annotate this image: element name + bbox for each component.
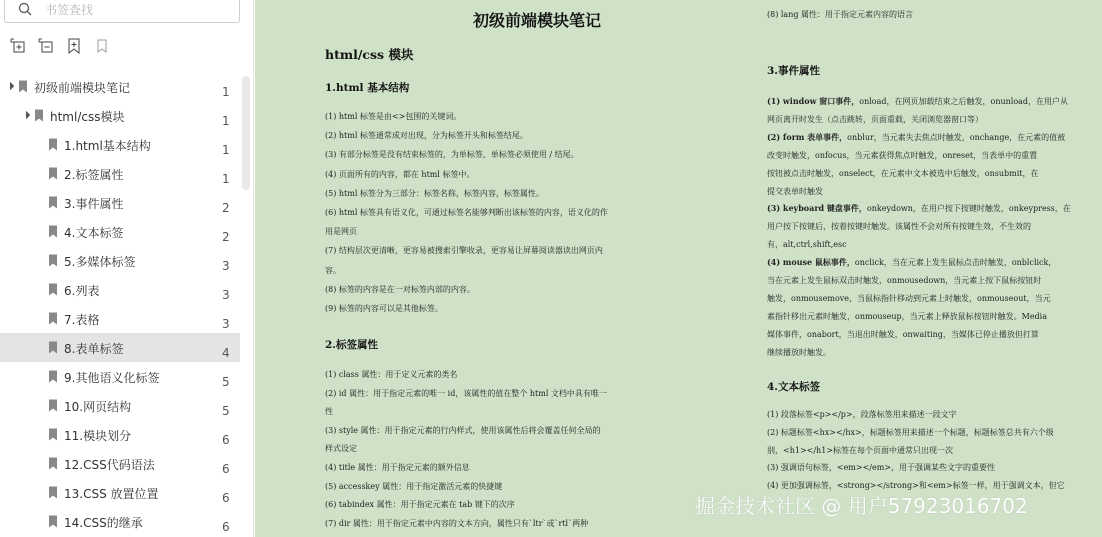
bookmark-icon — [48, 457, 58, 470]
list-line-text: onload，在网页加载结束之后触发，onunload，在用户从 — [859, 97, 1069, 106]
bookmark-label: 4.文本标签 — [64, 226, 124, 240]
bookmark-page-number: 3 — [222, 288, 230, 302]
bookmark-outline-icon[interactable] — [94, 38, 110, 54]
caret-down-icon[interactable] — [6, 82, 14, 90]
list-line: (5) html 标签分为三部分：标签名称，标签内容，标签属性。 — [325, 188, 544, 198]
caret-down-icon[interactable] — [22, 111, 30, 119]
collapse-all-icon[interactable] — [38, 38, 54, 54]
bookmark-item[interactable] — [0, 130, 240, 159]
bookmark-label: html/css模块 — [50, 110, 125, 124]
bookmark-icon — [48, 515, 58, 528]
bookmark-page-number: 6 — [222, 520, 230, 534]
bookmark-icon — [48, 428, 58, 441]
bookmark-item[interactable] — [0, 246, 240, 275]
list-line — [767, 343, 831, 362]
bookmark-label: 8.表单标签 — [64, 342, 124, 356]
list-line-text: 素指针移出元素时触发，onmouseup，当元素上释放鼠标按钮时触发。Media — [767, 311, 1048, 321]
bookmark-item[interactable] — [0, 362, 240, 391]
bookmark-label: 14.CSS的继承 — [64, 516, 143, 530]
list-line-text: 有，alt,ctrl,shift,esc — [767, 240, 847, 250]
bookmark-page-number: 1 — [222, 85, 230, 99]
bookmark-search-box[interactable] — [4, 0, 240, 23]
list-line — [767, 325, 1039, 344]
list-line-text: 当在元素上发生鼠标双击时触发，onmousedown，当元素上按下鼠标按钮时 — [767, 276, 1042, 285]
list-line-text: 继续播放时触发。 — [767, 347, 831, 357]
bookmark-icon — [18, 80, 28, 93]
bookmark-toolbar — [10, 38, 110, 56]
list-line — [767, 128, 1065, 147]
bookmark-label: 1.html基本结构 — [64, 139, 151, 153]
expand-all-icon[interactable] — [10, 38, 26, 54]
bookmark-icon — [48, 196, 58, 209]
list-line — [767, 253, 1056, 272]
bookmark-label: 11.模块划分 — [64, 429, 132, 443]
bookmark-page-number: 1 — [222, 172, 230, 186]
bookmark-icon — [48, 341, 58, 354]
list-line: (6) tabindex 属性：用于指定元素在 tab 键下的次序 — [325, 500, 515, 510]
list-line-text: 用户按下按键后，按着按键时触发。该属性不会对所有按键生效，不生效的 — [767, 222, 1031, 232]
list-line: (7) dir 属性：用于指定元素中内容的文本方向，属性只有`ltr`或`rtl`两种 — [325, 518, 589, 528]
bookmark-label: 6.列表 — [64, 284, 100, 298]
list-line-text: 网页离开时发生（点击跳转，页面重载，关闭浏览器窗口等） — [767, 114, 983, 124]
bookmark-item[interactable] — [0, 478, 240, 507]
bookmark-page-number: 1 — [222, 143, 230, 157]
bookmark-icon — [48, 399, 58, 412]
bookmark-page-number: 2 — [222, 201, 230, 215]
list-line — [767, 289, 1051, 308]
list-line-bold: (4) mouse 鼠标事件， — [767, 257, 855, 268]
list-line: (3) style 属性：用于指定元素的行内样式，使用该属性后将会覆盖任何全局的 — [325, 425, 601, 435]
bookmark-icon — [48, 486, 58, 499]
bookmark-label: 3.事件属性 — [64, 197, 124, 211]
list-line-text: 改变时触发，onfocus，当元素获得焦点时触发，onreset，当表单中的重置 — [767, 150, 1038, 160]
bookmark-item[interactable] — [0, 72, 240, 101]
bookmark-page-number: 3 — [222, 259, 230, 273]
list-line — [767, 92, 1068, 111]
bookmark-page-number: 6 — [222, 433, 230, 447]
search-icon — [18, 2, 32, 16]
list-line-bold: (1) window 窗口事件， — [767, 96, 860, 106]
sidebar-scrollbar[interactable] — [242, 76, 250, 190]
bookmark-sidebar — [0, 0, 254, 537]
list-line — [767, 217, 1031, 236]
bookmark-label: 2.标签属性 — [64, 168, 124, 182]
list-line: (8) 标签的内容是在一对标签内部的内容。 — [325, 284, 475, 294]
bookmark-page-number: 5 — [222, 404, 230, 418]
bookmark-icon — [48, 254, 58, 267]
list-line: (3) 有部分标签是没有结束标签的，为单标签，单标签必须使用 / 结尾。 — [325, 150, 579, 160]
add-bookmark-icon[interactable] — [66, 38, 82, 54]
list-line: 样式设定 — [325, 444, 357, 454]
list-line-bold: (2) form 表单事件， — [767, 131, 848, 142]
bookmark-page-number: 1 — [222, 114, 230, 128]
bookmark-page-number: 6 — [222, 462, 230, 476]
bookmark-icon — [48, 283, 58, 296]
list-line — [767, 235, 847, 254]
list-line: (2) id 属性：用于指定元素的唯一 id，该属性的值在整个 html 文档中具有唯一 — [325, 388, 607, 398]
bookmark-item[interactable] — [0, 449, 240, 478]
bookmark-item[interactable] — [0, 304, 240, 333]
document-page — [255, 0, 1102, 537]
list-item: (8) lang 属性：用于指定元素内容的语言 — [767, 10, 914, 19]
bookmark-label: 7.表格 — [64, 313, 100, 327]
bookmark-icon — [48, 225, 58, 238]
list-line: (1) 段落标签<p></p>，段落标签用来描述一段文字 — [767, 410, 957, 419]
bookmark-icon — [34, 109, 44, 122]
bookmark-item[interactable] — [0, 101, 240, 130]
list-line: 别，<h1></h1>标签在每个页面中通常只出现一次 — [767, 445, 953, 455]
bookmark-label: 5.多媒体标签 — [64, 255, 136, 269]
bookmark-item[interactable] — [0, 275, 240, 304]
subsection-heading-4: 4.文本标签 — [767, 381, 820, 393]
bookmark-tree — [0, 72, 240, 536]
list-line-text: 按钮被点击时触发，onselect，在元素中文本被选中后触发，onsubmit，在 — [767, 168, 1039, 178]
bookmark-item[interactable] — [0, 333, 240, 362]
list-line: (4) 页面所有的内容，都在 html 标签中。 — [325, 169, 475, 179]
list-line-text: onkeydown，在用户按下按键时触发，onkeypress，在 — [866, 204, 1071, 214]
list-line: (2) html 标签通常成对出现，分为标签开头和标签结尾。 — [325, 131, 528, 141]
list-line-text: 媒体事件，onabort，当退出时触发，onwaiting，当媒体已停止播放但打算 — [767, 329, 1039, 339]
list-line: (1) html 标签是由<>包围的关键词。 — [325, 112, 462, 121]
bookmark-page-number: 2 — [222, 230, 230, 244]
subsection-heading-1: 1.html 基本结构 — [325, 82, 410, 94]
list-line — [767, 110, 983, 129]
bookmark-item[interactable] — [0, 507, 240, 536]
bookmark-page-number: 4 — [222, 346, 230, 360]
bookmark-icon — [48, 167, 58, 180]
list-line-text: 提交表单时触发 — [767, 186, 823, 196]
list-line — [767, 199, 1071, 218]
list-line: (7) 结构层次更清晰，更容易被搜索引擎收录，更容易让屏幕阅读器读出网页内 — [325, 246, 603, 256]
list-line: 用是网页 — [325, 227, 357, 237]
list-line — [767, 164, 1039, 183]
bookmark-icon — [48, 312, 58, 325]
list-line: (3) 强调语句标签，<em></em>，用于强调某些文字的重要性 — [767, 463, 996, 473]
list-line: (4) 更加强调标签，<strong></strong>和<em>标签一样，用于强调文本，但它 — [767, 481, 1065, 491]
list-line-text: 触发，onmousemove，当鼠标指针移动到元素上时触发，onmouseout，当元 — [767, 293, 1051, 303]
bookmark-search-input[interactable] — [45, 1, 230, 19]
subsection-heading-2: 2.标签属性 — [325, 339, 378, 351]
list-line: (6) html 标签具有语义化，可通过标签名能够判断出该标签的内容，语义化的作 — [325, 208, 608, 217]
list-line: 容。 — [325, 265, 341, 275]
list-line: (9) 标签的内容可以是其他标签。 — [325, 304, 443, 313]
list-line: (1) class 属性：用于定义元素的类名 — [325, 370, 458, 379]
bookmark-item[interactable] — [0, 217, 240, 246]
bookmark-label: 9.其他语义化标签 — [64, 371, 160, 385]
list-line: (4) title 属性：用于指定元素的额外信息 — [325, 463, 470, 472]
bookmark-page-number: 6 — [222, 491, 230, 505]
bookmark-page-number: 3 — [222, 317, 230, 331]
list-line: 性 — [325, 407, 333, 417]
bookmark-item[interactable] — [0, 420, 240, 449]
bookmark-icon — [48, 370, 58, 383]
bookmark-label: 10.网页结构 — [64, 400, 132, 414]
list-line-bold: (3) keyboard 键盘事件， — [767, 203, 867, 214]
bookmark-icon — [48, 138, 58, 151]
watermark-text: 掘金技术社区 @ 用户57923016702 — [695, 494, 1028, 518]
list-line — [767, 271, 1041, 290]
bookmark-page-number: 5 — [222, 375, 230, 389]
bookmark-label: 初级前端模块笔记 — [34, 81, 131, 95]
list-line — [767, 182, 823, 201]
section-heading: html/css 模块 — [325, 47, 414, 62]
bookmark-item[interactable] — [0, 159, 240, 188]
bookmark-label: 12.CSS代码语法 — [64, 458, 155, 472]
bookmark-item[interactable] — [0, 188, 240, 217]
list-line: (2) 标题标签<hx></hx>，标题标签用来描述一个标题，标题标签总共有六个级 — [767, 427, 1054, 437]
bookmark-label: 13.CSS 放置位置 — [64, 487, 159, 501]
list-line — [767, 146, 1037, 165]
list-line — [767, 307, 1047, 326]
list-line-text: onblur，当元素失去焦点时触发，onchange，在元素的值被 — [847, 132, 1066, 142]
bookmark-item[interactable] — [0, 391, 240, 420]
subsection-heading-3: 3.事件属性 — [767, 65, 820, 77]
list-line-text: onclick，当在元素上发生鼠标点击时触发，onblclick， — [854, 258, 1057, 268]
list-line: (5) accesskey 属性：用于指定激活元素的快捷键 — [325, 481, 503, 491]
document-title: 初级前端模块笔记 — [473, 11, 602, 30]
